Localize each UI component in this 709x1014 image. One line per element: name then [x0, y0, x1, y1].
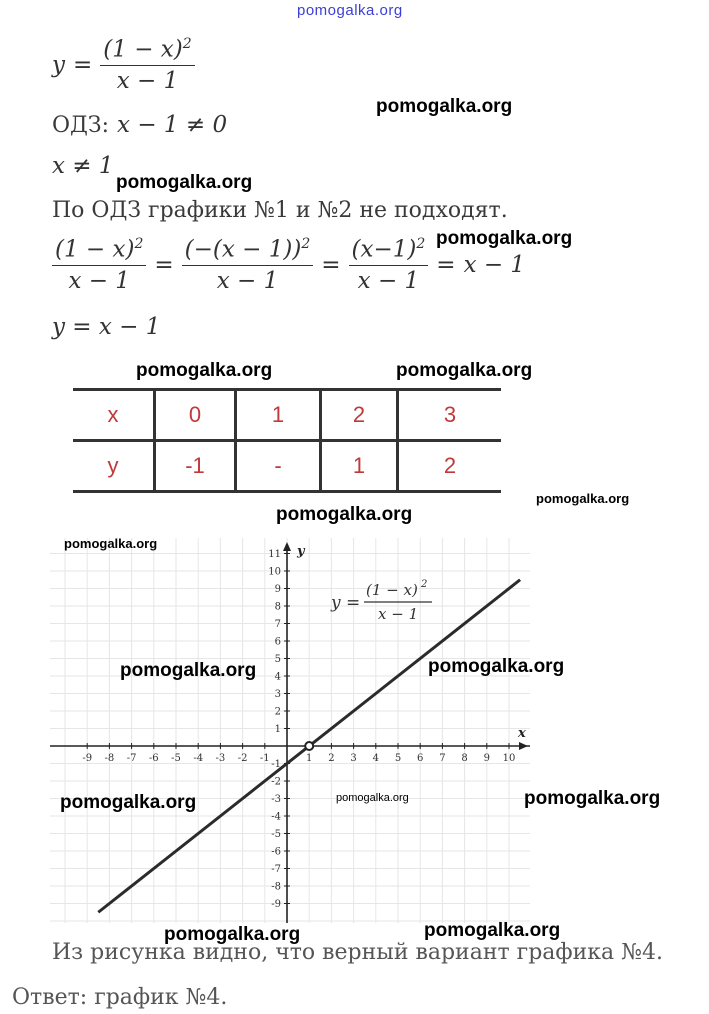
- x-tick-label: -6: [148, 753, 159, 764]
- fraction-numerator: (1 − x): [55, 236, 135, 263]
- x-tick-label: 8: [461, 753, 468, 764]
- watermark: pomogalka.org: [136, 360, 273, 381]
- equals-sign: =: [154, 251, 174, 278]
- y-axis-arrow: [283, 542, 291, 551]
- x-tick-label: -1: [259, 753, 270, 764]
- table-cell: -1: [155, 441, 236, 492]
- simplification-fraction-2: [182, 236, 314, 294]
- x-tick-label: 6: [417, 753, 424, 764]
- fraction-denominator: x − 1: [116, 67, 179, 94]
- y-tick-label: -9: [271, 899, 281, 910]
- y-tick-label: -3: [271, 794, 281, 805]
- table-cell: y: [73, 441, 155, 492]
- equals-sign: =: [73, 51, 93, 78]
- y-tick-label: 7: [274, 619, 281, 630]
- exponent: 2: [134, 236, 144, 252]
- exponent: 2: [301, 236, 311, 252]
- y-tick-label: 9: [274, 584, 281, 595]
- watermark: pomogalka.org: [64, 536, 158, 551]
- graph-formula-numerator: (1 − x): [366, 581, 418, 599]
- y-tick-label: 6: [274, 636, 281, 648]
- graph-formula-denominator: x − 1: [378, 605, 419, 623]
- graph-grid: [50, 538, 530, 923]
- x-tick-label: -9: [82, 753, 93, 764]
- x-axis-arrow: [519, 742, 528, 750]
- x-tick-label: 10: [502, 753, 516, 764]
- function-definition: [52, 36, 195, 94]
- y-tick-label: -7: [271, 864, 281, 875]
- watermark: pomogalka.org: [396, 360, 533, 381]
- x-tick-label: -7: [126, 753, 137, 764]
- function-fraction: [100, 36, 194, 94]
- fraction-numerator: (−(x − 1)): [184, 236, 302, 263]
- table-cell: 2: [398, 441, 502, 492]
- excluded-point: [305, 742, 313, 750]
- y-tick-label: 8: [274, 601, 281, 613]
- y-tick-label: -8: [271, 881, 281, 893]
- table-row-x: [73, 390, 501, 441]
- function-graph: [50, 538, 530, 923]
- x-tick-label: 1: [306, 753, 313, 764]
- table-cell: x: [73, 390, 155, 441]
- simplification-result: x − 1: [463, 251, 526, 278]
- watermark: pomogalka.org: [116, 172, 253, 193]
- watermark: pomogalka.org: [376, 96, 513, 117]
- y-axis-label: y: [297, 544, 305, 559]
- graph-formula-lhs: y =: [331, 593, 361, 613]
- y-tick-label: -2: [271, 776, 281, 788]
- graph-formula-exponent: 2: [421, 579, 428, 590]
- x-tick-label: 2: [328, 753, 335, 764]
- graph-formula: [330, 579, 432, 623]
- odz-label: ОДЗ:: [52, 112, 110, 138]
- x-tick-label: -8: [104, 753, 115, 764]
- function-lhs: y: [52, 51, 65, 78]
- y-tick-label: 4: [274, 671, 281, 683]
- fraction-denominator: x − 1: [357, 267, 420, 294]
- watermark: pomogalka.org: [276, 504, 413, 525]
- watermark: pomogalka.org: [536, 491, 630, 506]
- answer-text: Ответ: график №4.: [12, 985, 228, 1010]
- table-cell: 2: [321, 390, 398, 441]
- odz-line: [52, 112, 227, 138]
- watermark: pomogalka.org: [164, 924, 301, 945]
- exponent: 2: [182, 36, 192, 52]
- y-tick-label: 10: [268, 566, 281, 578]
- odz-note: По ОДЗ графики №1 и №2 не подходят.: [52, 198, 508, 223]
- conclusion-text: Из рисунка видно, что верный вариант графика №4.: [52, 940, 663, 965]
- result-line: y = x − 1: [52, 314, 161, 340]
- watermark: pomogalka.org: [436, 228, 573, 249]
- x-tick-label: 4: [372, 753, 379, 764]
- table-cell: 1: [236, 390, 321, 441]
- simplification-fraction-1: [52, 236, 146, 294]
- table-cell: 3: [398, 390, 502, 441]
- fraction-numerator: (1 − x): [103, 36, 183, 63]
- watermark: pomogalka.org: [524, 788, 661, 809]
- exponent: 2: [416, 236, 426, 252]
- y-tick-label: 2: [274, 706, 281, 718]
- x-axis-label: x: [518, 726, 526, 741]
- fraction-denominator: x − 1: [68, 267, 130, 294]
- value-table: [73, 388, 501, 493]
- site-link[interactable]: pomogalka.org: [297, 2, 403, 19]
- fraction-denominator: x − 1: [216, 267, 279, 294]
- y-tick-label: -6: [271, 846, 281, 858]
- y-tick-label: -4: [271, 811, 281, 823]
- watermark: pomogalka.org: [428, 656, 565, 677]
- fraction-numerator: (x−1): [351, 236, 417, 263]
- x-condition: x ≠ 1: [52, 153, 114, 179]
- equals-sign: =: [321, 251, 341, 278]
- table-cell: -: [236, 441, 321, 492]
- watermark: pomogalka.org: [424, 920, 561, 941]
- y-tick-label: 5: [274, 654, 281, 665]
- y-tick-label: 3: [274, 689, 281, 700]
- x-tick-label: 9: [483, 753, 490, 764]
- odz-condition: x − 1 ≠ 0: [117, 112, 228, 138]
- watermark: pomogalka.org: [336, 792, 409, 804]
- table-cell: 1: [321, 441, 398, 492]
- y-tick-label: -1: [271, 759, 281, 770]
- y-tick-label: -5: [271, 829, 281, 840]
- x-tick-label: -3: [215, 753, 226, 764]
- x-tick-label: -5: [171, 753, 181, 764]
- y-tick-label: 11: [268, 549, 281, 560]
- y-tick-label: 1: [274, 724, 281, 735]
- graph-axes: [50, 542, 530, 923]
- equals-sign: =: [436, 251, 456, 278]
- watermark: pomogalka.org: [120, 660, 257, 681]
- graph-ticks: [82, 549, 515, 910]
- table-row-y: [73, 441, 501, 492]
- table-cell: 0: [155, 390, 236, 441]
- watermark: pomogalka.org: [60, 792, 197, 813]
- x-tick-label: 7: [439, 753, 446, 764]
- x-tick-label: 5: [394, 753, 402, 764]
- x-tick-label: 3: [350, 753, 357, 764]
- x-tick-label: -4: [193, 753, 204, 764]
- simplification-fraction-3: [349, 236, 429, 294]
- x-tick-label: -2: [237, 753, 248, 764]
